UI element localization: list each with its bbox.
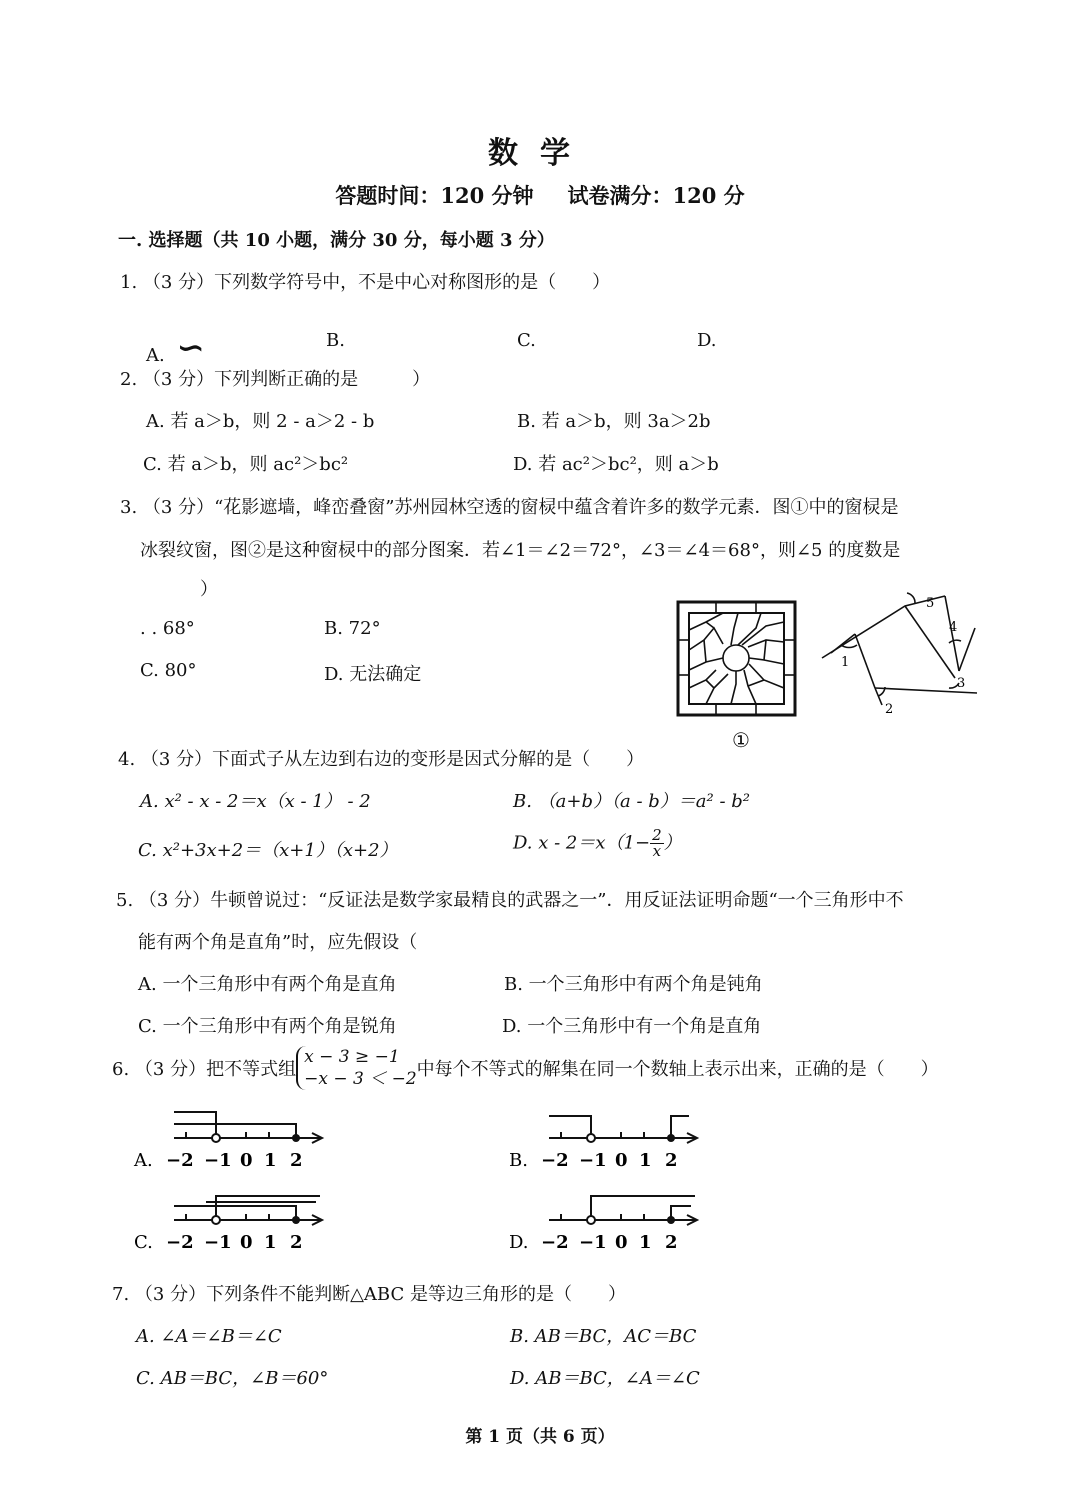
- q1-stem: 1. （3 分）下列数学符号中，不是中心对称图形的是（ ）: [120, 272, 611, 293]
- tick-label: 0: [240, 1150, 253, 1171]
- page-title: 数学: [488, 136, 592, 171]
- q4-option-d: [513, 828, 682, 859]
- page-number: 第 1 页（共 6 页）: [465, 1427, 615, 1447]
- option-letter: D.: [509, 1232, 529, 1253]
- tick-label: 1: [264, 1150, 277, 1171]
- q4-stem: 4. （3 分）下面式子从左边到右边的变形是因式分解的是（ ）: [118, 749, 645, 770]
- q5-stem-line2: 能有两个角是直角”时，应先假设（: [138, 932, 418, 953]
- q6-stem-suffix: 中每个不等式的解集在同一个数轴上表示出来，正确的是（ ）: [416, 1059, 939, 1080]
- q7-option-a: A. ∠A＝∠B＝∠C: [136, 1326, 282, 1347]
- q2-option-a: A. 若 a＞b，则 2 - a＞2 - b: [146, 411, 375, 432]
- fraction-denominator: x: [652, 842, 662, 860]
- q4-option-c: C. x²+3x+2＝（x+1）（x+2）: [138, 840, 398, 861]
- q4-option-b: B. （a+b）（a - b）＝a² - b²: [513, 791, 750, 812]
- q6-stem-prefix: 6. （3 分）把不等式组: [112, 1059, 297, 1080]
- pentagon-angle-figure: [815, 583, 980, 718]
- tick-label: 2: [290, 1232, 303, 1253]
- tick-label: 0: [615, 1150, 628, 1171]
- q6-option-b-numberline: [505, 1100, 725, 1175]
- tick-label: 2: [665, 1232, 678, 1253]
- tick-label: −1: [579, 1232, 607, 1253]
- tick-label: −1: [579, 1150, 607, 1171]
- q4-option-d-close: ）: [663, 832, 682, 854]
- q6-option-d-numberline: [505, 1182, 725, 1257]
- q4-option-d-fraction: [650, 828, 664, 859]
- tick-label: 1: [639, 1232, 652, 1253]
- q3-option-d: D. 无法确定: [324, 664, 422, 685]
- tick-label: 1: [639, 1150, 652, 1171]
- tick-label: 0: [615, 1232, 628, 1253]
- q7-stem: 7. （3 分）下列条件不能判断△ABC 是等边三角形的是（ ）: [112, 1284, 626, 1305]
- angle-1-label: 1: [841, 655, 850, 670]
- angle-3-label: 3: [957, 676, 966, 691]
- inequality-system: [296, 1046, 417, 1090]
- score-label: 试卷满分：120 分: [567, 183, 745, 208]
- q6-option-c-numberline: [130, 1182, 350, 1257]
- tick-label: −2: [541, 1150, 569, 1171]
- q7-option-d: D. AB＝BC，∠A＝∠C: [510, 1368, 700, 1389]
- time-label: 答题时间：120 分钟: [335, 183, 534, 208]
- q4-option-d-text: D. x - 2＝x（1−: [513, 832, 651, 854]
- q1-option-c: C.: [517, 330, 536, 351]
- q1-option-a-label: A.: [146, 345, 165, 366]
- tick-label: 0: [240, 1232, 253, 1253]
- tick-label: −2: [541, 1232, 569, 1253]
- q7-option-b: B. AB＝BC，AC＝BC: [510, 1326, 697, 1347]
- q3-stem-line3: ）: [200, 579, 218, 600]
- q6-stem: [112, 1046, 939, 1090]
- angle-4-label: 4: [949, 620, 958, 635]
- q1-option-b: B.: [326, 330, 345, 351]
- q3-stem-line1: 3. （3 分）“花影遮墙，峰峦叠窗”苏州园林空透的窗棂中蕴含着许多的数学元素．图①中的窗棂是: [120, 497, 899, 518]
- q6-option-a-numberline: [130, 1100, 350, 1175]
- inequality-2: −x − 3 ＜ −2: [304, 1069, 417, 1089]
- q7-option-c: C. AB＝BC，∠B＝60°: [136, 1368, 329, 1389]
- q5-stem-line1: 5. （3 分）牛顿曾说过：“反证法是数学家最精良的武器之一”．用反证法证明命题“一个三角形中不: [116, 890, 904, 911]
- window-lattice-figure: [676, 600, 798, 718]
- option-letter: A.: [134, 1150, 153, 1171]
- option-letter: C.: [134, 1232, 153, 1253]
- angle-5-label: 5: [926, 596, 935, 611]
- q3-stem-line2: 冰裂纹窗，图②是这种窗棂中的部分图案．若∠1＝∠2＝72°，∠3＝∠4＝68°，则∠5 的度数是: [140, 540, 901, 561]
- q5-option-a: A. 一个三角形中有两个角是直角: [138, 974, 397, 995]
- section-heading: 一. 选择题（共 10 小题，满分 30 分，每小题 3 分）: [118, 230, 555, 251]
- tick-label: 2: [290, 1150, 303, 1171]
- inequality-1: x − 3 ≥ −1: [304, 1047, 400, 1067]
- figure-1-label: ①: [732, 728, 750, 752]
- q1-option-d: D.: [697, 330, 717, 351]
- tick-label: 1: [264, 1232, 277, 1253]
- fraction-numerator: 2: [652, 826, 662, 844]
- q2-option-b: B. 若 a＞b，则 3a＞2b: [517, 411, 711, 432]
- q5-option-c: C. 一个三角形中有两个角是锐角: [138, 1016, 397, 1037]
- tick-label: −2: [166, 1150, 194, 1171]
- q3-option-c: C. 80°: [140, 660, 197, 681]
- exam-info: [0, 180, 1080, 210]
- tick-label: −2: [166, 1232, 194, 1253]
- q5-option-d: D. 一个三角形中有一个角是直角: [502, 1016, 762, 1037]
- tick-label: −1: [204, 1232, 232, 1253]
- angle-2-label: 2: [885, 702, 894, 717]
- option-letter: B.: [509, 1150, 528, 1171]
- q4-option-a: A. x² - x - 2＝x（x - 1） - 2: [140, 791, 371, 812]
- tick-label: −1: [204, 1150, 232, 1171]
- tilde-symbol-icon: ∽: [176, 328, 205, 368]
- q2-option-c: C. 若 a＞b，则 ac²＞bc²: [143, 454, 349, 475]
- q3-option-b: B. 72°: [324, 618, 381, 639]
- q2-stem: 2. （3 分）下列判断正确的是 ）: [120, 369, 431, 390]
- q3-option-a: . . 68°: [140, 618, 195, 639]
- q2-option-d: D. 若 ac²＞bc²，则 a＞b: [513, 454, 719, 475]
- q5-option-b: B. 一个三角形中有两个角是钝角: [504, 974, 763, 995]
- q1-option-a: [146, 330, 205, 370]
- tick-label: 2: [665, 1150, 678, 1171]
